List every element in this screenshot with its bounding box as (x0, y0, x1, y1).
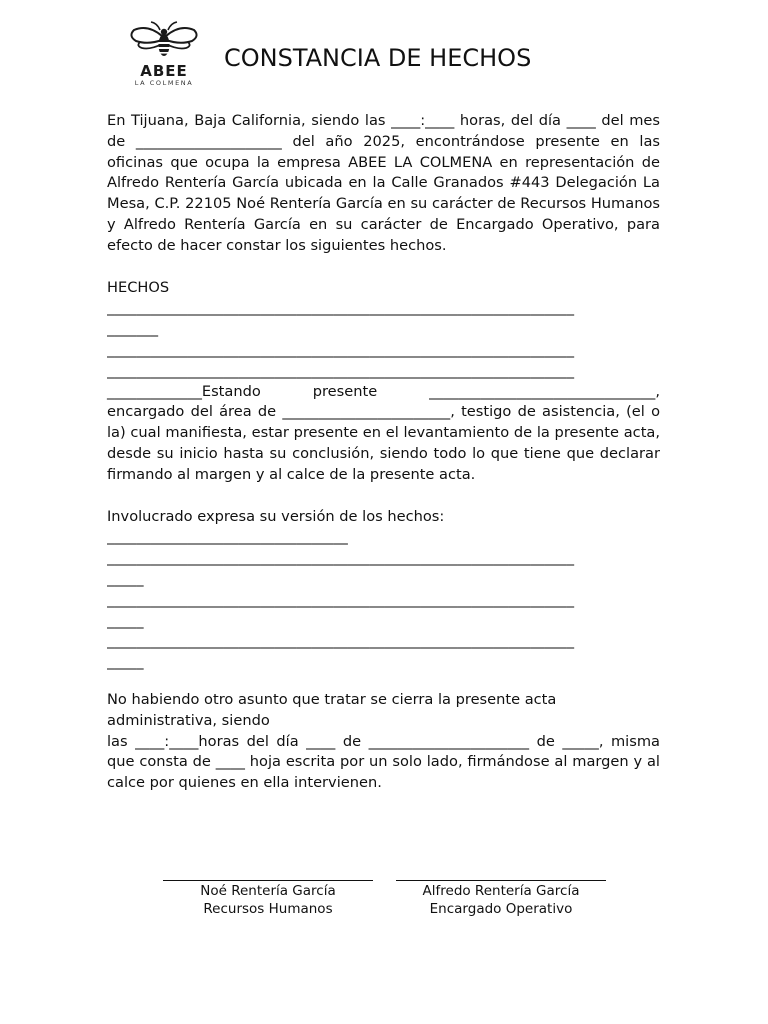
signature-line-hr[interactable] (163, 864, 373, 881)
signature-hr (163, 864, 373, 918)
hechos-blank-line-2[interactable]: ________________________________________________________________ (107, 340, 574, 358)
witness-paragraph: encargado del área de _______________________, testigo de asistencia, (el o la) cual manifiesta, estar presente en el levantamiento de la presente acta, desde su inicio hasta su conclusión, siendo todo lo que tiene que declarar firmando al margen y al calce de la presente acta. (107, 403, 660, 483)
signature-block (0, 864, 768, 924)
logo-wordmark: ABEE (140, 62, 188, 80)
involved-blank-line-2[interactable]: ________________________________________________________________ (107, 590, 574, 608)
intro-paragraph: En Tijuana, Baja California, siendo las ____:____ horas, del día ____ del mes de ____________________ del año 2025, encontrándose presente en las oficinas que ocupa la empresa ABEE LA COLMENA en representación de Alfredo Rentería García ubicada en la Calle Granados #443 Delegación La Mesa, C.P. 22105 Noé Rentería García en su carácter de Recursos Humanos y Alfredo Rentería García en su carácter de Encargado Operativo, para efecto de hacer constar los siguientes hechos. (107, 112, 660, 254)
hechos-blank-line-3[interactable]: ________________________________________________________________ (107, 361, 574, 379)
involved-short-line[interactable]: _________________________________ (107, 528, 348, 546)
closing-line-1: No habiendo otro asunto que tratar se cierra la presente acta (107, 690, 557, 708)
witness-first-line (107, 382, 660, 403)
witness-first-line-text: _____________Estando presente _______________________________, (107, 382, 660, 400)
signature-name-operative: Alfredo Rentería García (422, 883, 580, 899)
signature-name-hr: Noé Rentería García (200, 883, 336, 899)
involved-blank-line-3[interactable]: ________________________________________________________________ (107, 632, 574, 650)
logo-tagline: LA COLMENA (134, 79, 194, 87)
involved-blank-line-3-tail[interactable]: _____ (107, 653, 144, 671)
signature-operative (396, 864, 606, 918)
closing-paragraph: las ____:____horas del día ____ de ______________________ de _____, misma que consta de ____ hoja escrita por un solo lado, firmándose al margen y al calce por quienes en ella intervienen. (107, 732, 660, 792)
signature-line-operative[interactable] (396, 864, 606, 881)
closing-line-2: administrativa, siendo (107, 711, 270, 729)
hechos-heading: HECHOS (107, 278, 170, 296)
signature-role-operative: Encargado Operativo (429, 901, 573, 917)
hechos-blank-line-1-tail[interactable]: _______ (107, 320, 159, 338)
document-body (107, 111, 660, 794)
involved-heading: Involucrado expresa su versión de los hechos: (107, 507, 445, 525)
involved-blank-line-2-tail[interactable]: _____ (107, 611, 144, 629)
company-logo (124, 20, 208, 90)
involved-blank-line-1[interactable]: ________________________________________________________________ (107, 549, 574, 567)
bee-logo-icon (124, 20, 204, 64)
signature-role-hr: Recursos Humanos (203, 901, 333, 917)
involved-blank-line-1-tail[interactable]: _____ (107, 569, 144, 587)
document-title: CONSTANCIA DE HECHOS (224, 44, 532, 72)
hechos-blank-line-1[interactable]: ________________________________________________________________ (107, 299, 574, 317)
